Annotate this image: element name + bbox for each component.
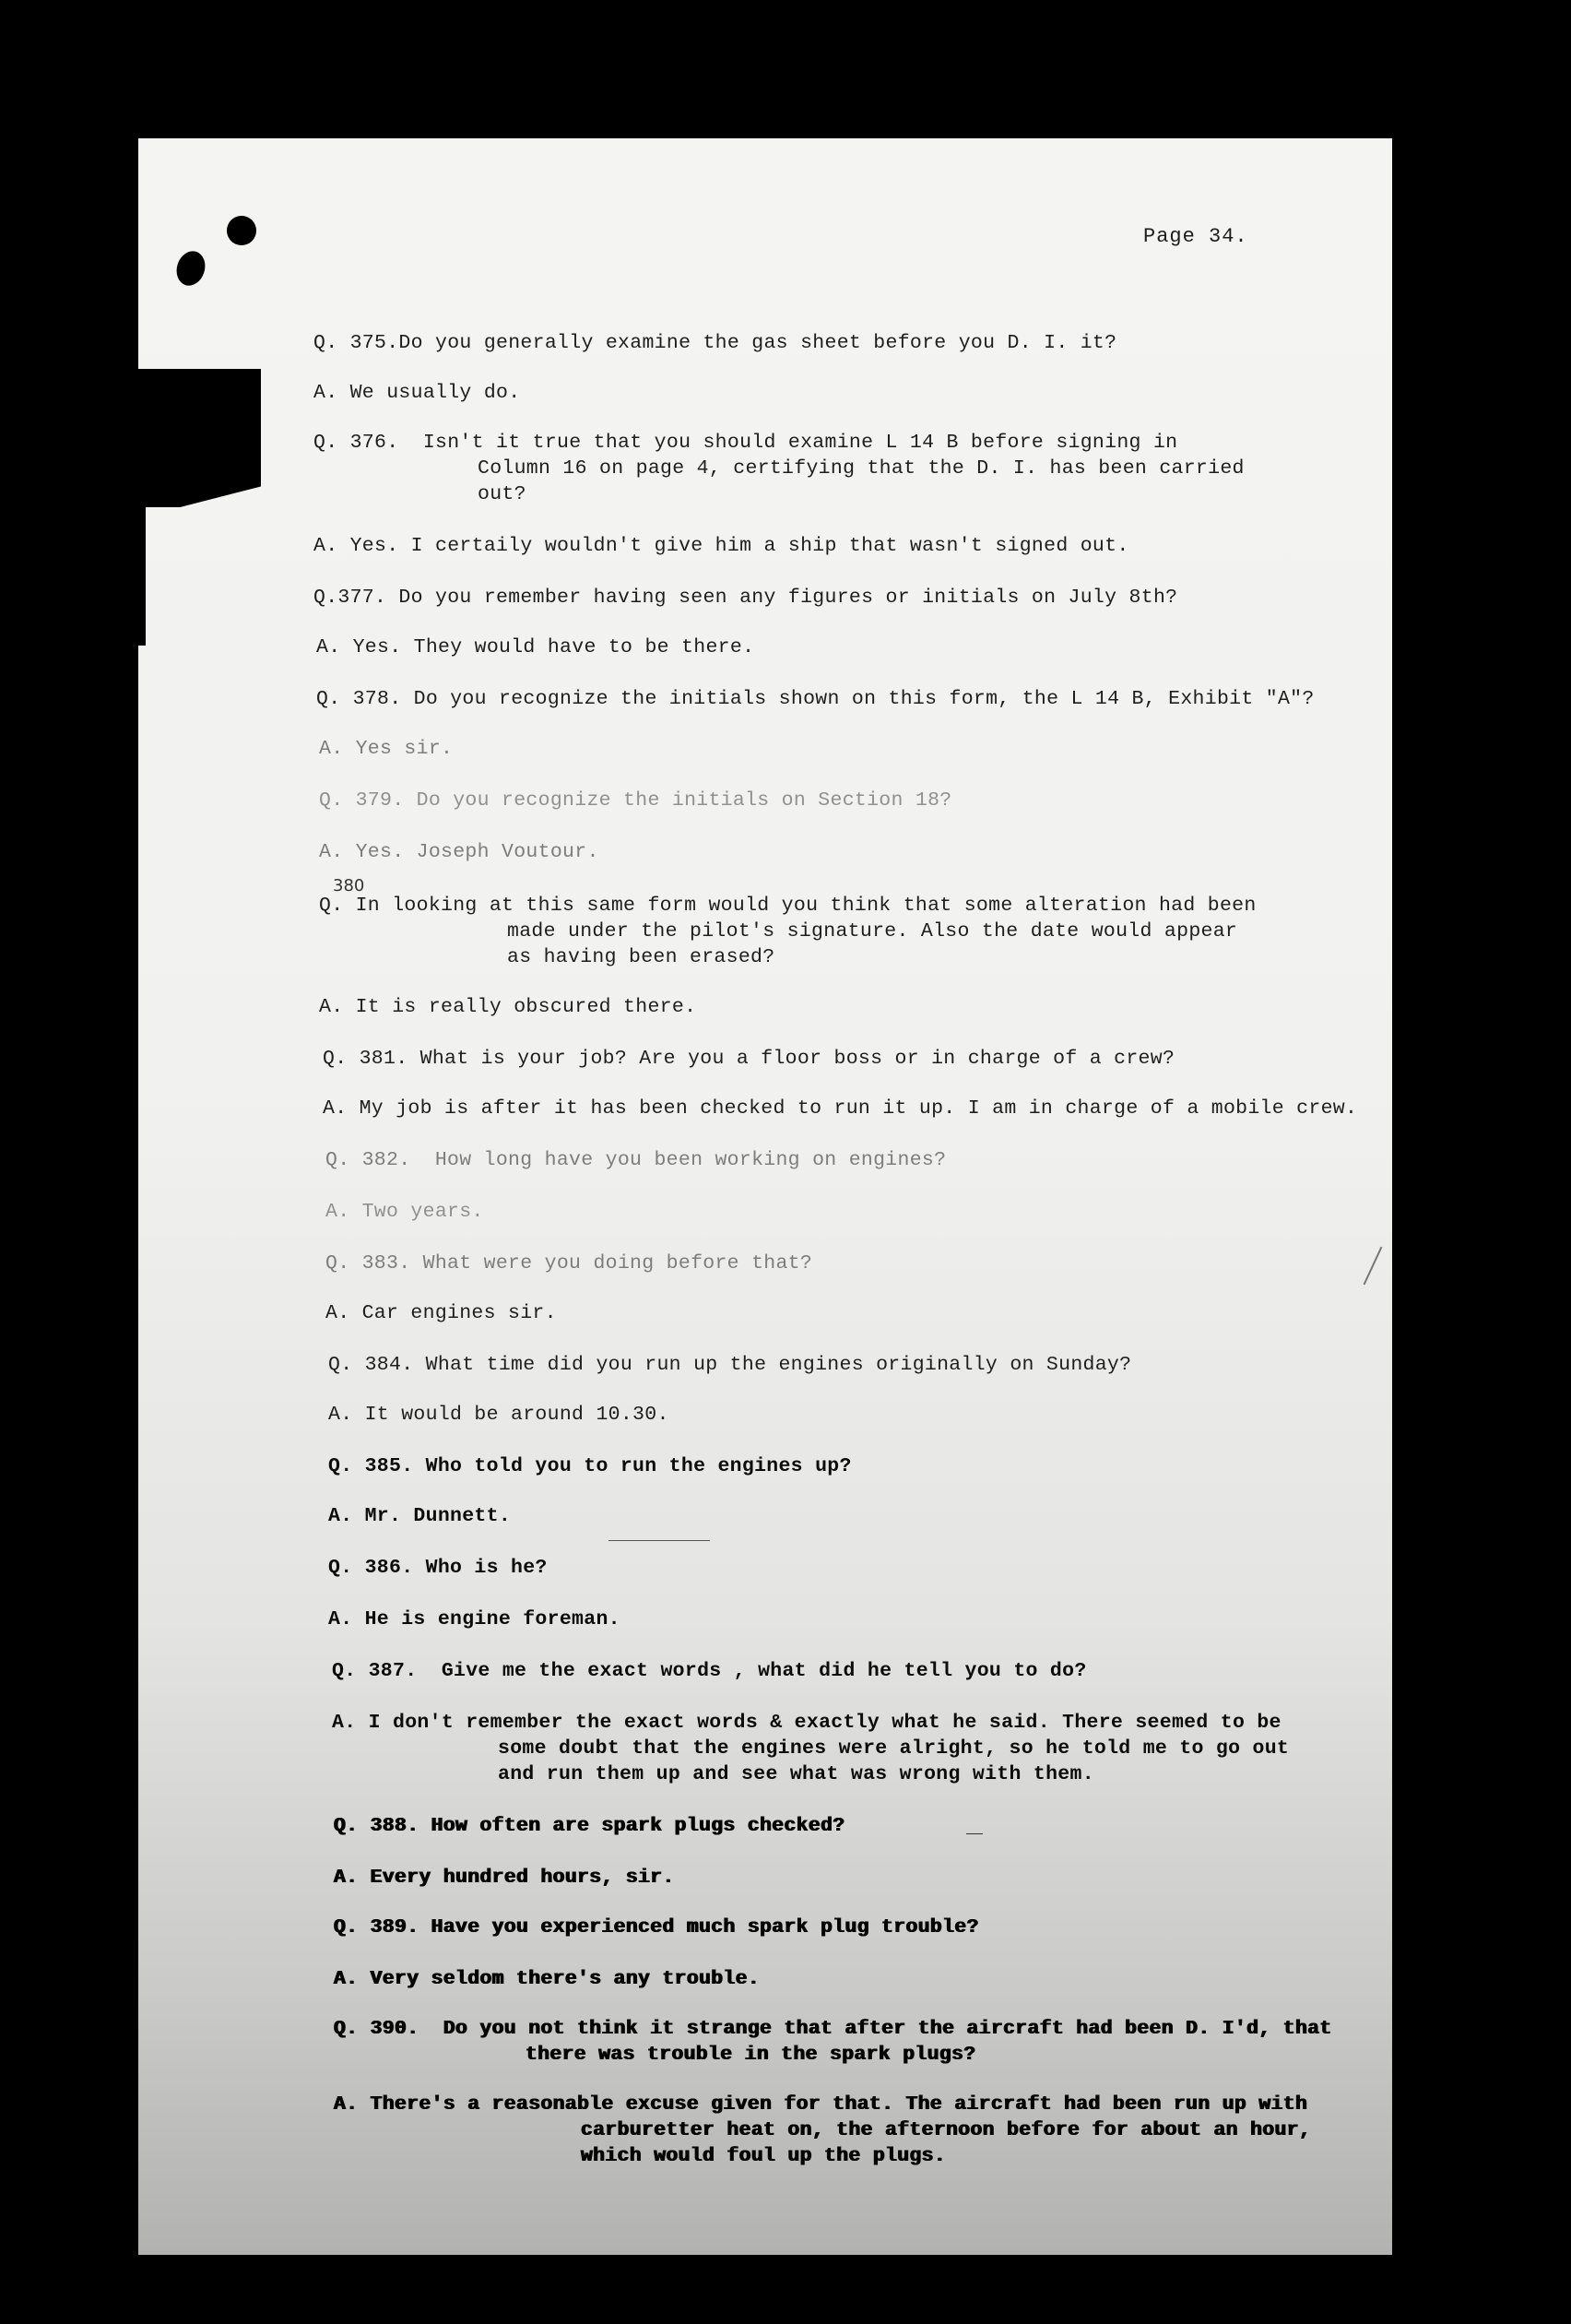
question-line: Q. 388. How often are spark plugs checked? [334,1815,845,1837]
answer-line: A. There's a reasonable excuse given for that. The aircraft had been run up with [334,2093,1308,2116]
question-line: Q. 382. How long have you been working on engines? [325,1149,947,1171]
punch-hole [227,216,256,245]
answer-continuation: carburetter heat on, the afternoon before for about an hour, [581,2119,1312,2141]
question-line: Q. 387. Give me the exact words , what did he tell you to do? [332,1660,1087,1682]
answer-continuation: and run them up and see what was wrong with them. [498,1763,1094,1785]
answer-line: A. Mr. Dunnett. [328,1505,512,1527]
question-line: Q. 379. Do you recognize the initials on Section 18? [319,789,952,812]
question-line: Q. 390. Do you not think it strange that after the aircraft had been D. I'd, that [334,2018,1332,2040]
handwritten-question-number: 380 [333,876,365,895]
answer-line: A. My job is after it has been checked to run it up. I am in charge of a mobile crew. [323,1097,1358,1120]
answer-line: A. Very seldom there's any trouble. [334,1968,761,1990]
answer-continuation: some doubt that the engines were alright, so he told me to go out [498,1737,1290,1760]
question-line: Q. 375.Do you generally examine the gas sheet before you D. I. it? [313,332,1117,354]
question-line: Q. 386. Who is he? [328,1557,548,1579]
answer-line: A. I don't remember the exact words & exactly what he said. There seemed to be [332,1712,1282,1734]
question-line: Q. 389. Have you experienced much spark plug trouble? [334,1916,979,1939]
question-continuation: made under the pilot's signature. Also the date would appear [507,920,1238,943]
page-number: Page 34. [1143,225,1248,248]
question-line: Q. In looking at this same form would you think that some alteration had been [319,895,1257,917]
answer-continuation: which would foul up the plugs. [581,2145,947,2167]
question-line: Q. 378. Do you recognize the initials shown on this form, the L 14 B, Exhibit "A"? [316,688,1315,710]
question-line: Q. 383. What were you doing before that? [325,1252,813,1275]
question-continuation: out? [478,483,526,505]
answer-line: A. Car engines sir. [325,1302,557,1324]
answer-line: A. He is engine foreman. [328,1608,620,1630]
pen-stroke [1364,1247,1383,1286]
answer-line: A. It would be around 10.30. [328,1404,669,1426]
answer-line: A. It is really obscured there. [319,996,697,1018]
answer-line: A. Every hundred hours, sir. [334,1867,675,1889]
question-line: Q. 385. Who told you to run the engines up? [328,1455,852,1477]
question-continuation: as having been erased? [507,946,775,968]
answer-line: A. Yes sir. [319,738,454,760]
question-line: Q. 384. What time did you run up the engines originally on Sunday? [328,1354,1132,1376]
answer-line: A. Yes. Joseph Voutour. [319,841,599,863]
answer-line: A. Two years. [325,1201,484,1223]
torn-edge [138,369,261,507]
underline-mark [608,1540,710,1541]
dash-mark [966,1833,983,1834]
document-page [138,138,1392,2255]
punch-hole [172,247,209,289]
question-line: Q. 381. What is your job? Are you a floor boss or in charge of a crew? [323,1048,1175,1070]
answer-line: A. We usually do. [313,382,521,404]
answer-line: A. Yes. They would have to be there. [316,636,755,658]
question-line: Q.377. Do you remember having seen any figures or initials on July 8th? [313,587,1178,609]
answer-line: A. Yes. I certaily wouldn't give him a ship that wasn't signed out. [313,535,1129,557]
question-continuation: Column 16 on page 4, certifying that the D. I. has been carried [478,457,1245,480]
question-continuation: there was trouble in the spark plugs? [526,2044,976,2066]
question-line: Q. 376. Isn't it true that you should examine L 14 B before signing in [313,432,1178,454]
